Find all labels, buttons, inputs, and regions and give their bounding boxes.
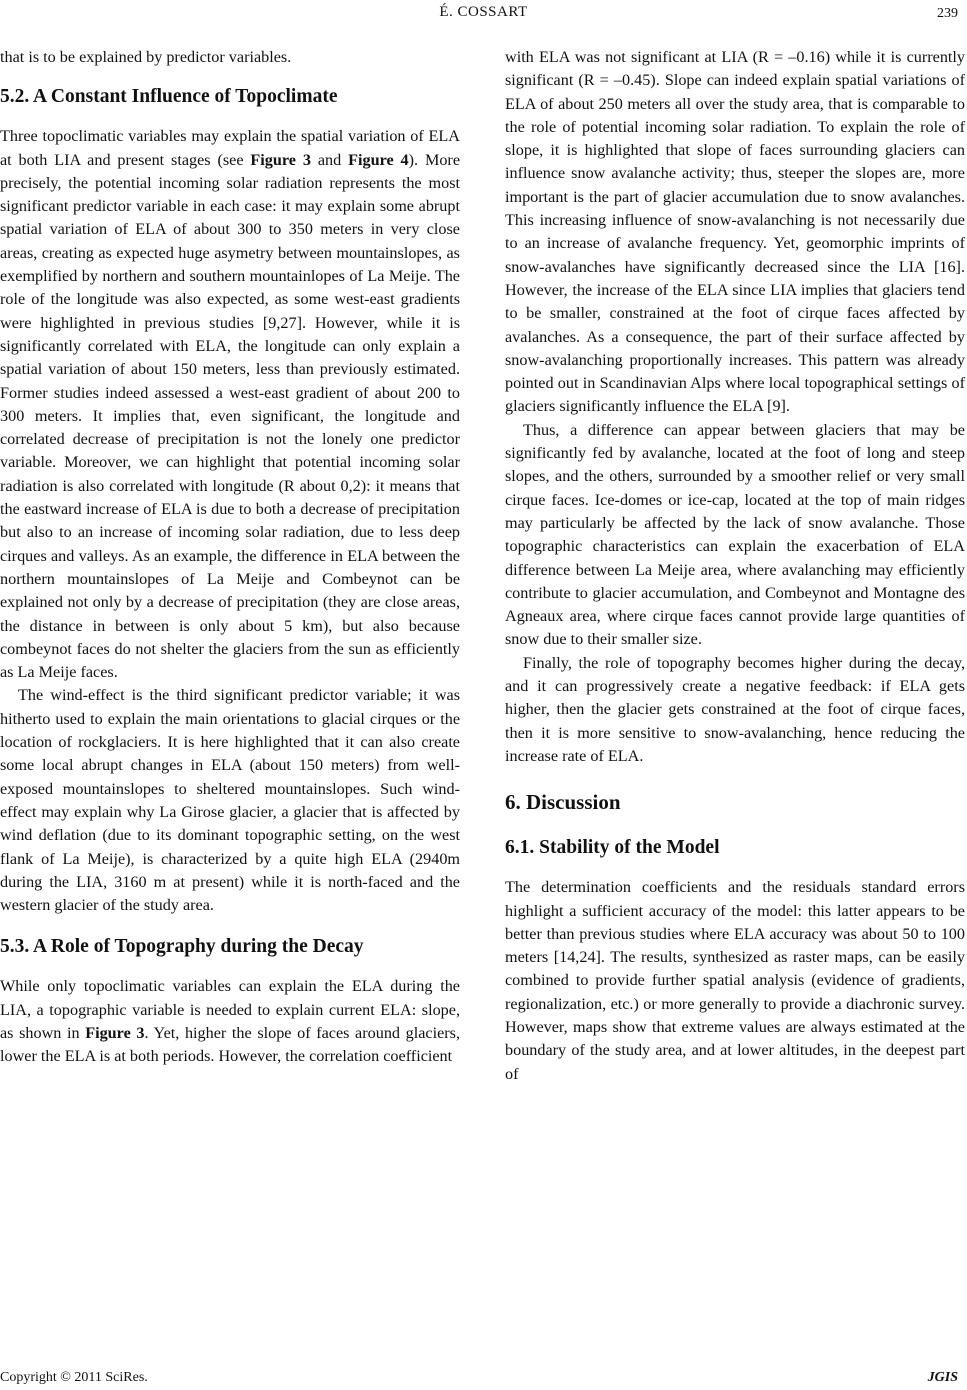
paragraph-text: ). More precisely, the potential incoming solar radiation represents the most significant predictor variable in each case: it may explain some abrupt spatial variation of ELA of about 300 to 350 meters in very close areas, creating as expected huge asymetry between mountainslopes, as exemplified by northern and southern mountainlopes of La Meije. The role of the longitude was also expected, as some west-east gradients were highlighted in previous studies [9,27]. However, while it is significantly correlated with ELA, the longitude can only explain a spatial variation of about 150 meters, less than previously estimated. Former studies indeed assessed a west-east gradient of about 200 to 300 meters. It implies that, even significant, the longitude and correlated decrease of precipitation is not the lonely one predictor variable. Moreover, we can highlight that potential incoming solar radiation is also correlated with longitude (R about 0,2): it means that the eastward increase of ELA is due to both a decrease of precipitation but also to an increase of incoming solar radiation, due to less deep cirques and valleys. As an example, the difference in ELA between the northern mountainslopes of La Meije and Combeynot can be explained not only by a decrease of precipitation (they are close areas, the distance in between is only about 5 km), but also because combeynot faces do not shelter the glaciers from the sun as efficiently as La Meije faces. [0, 150, 461, 682]
page-number: 239 [937, 6, 958, 21]
figure-reference[interactable]: Figure 3 [250, 150, 311, 169]
right-column [505, 46, 965, 1086]
paragraph: Thus, a difference can appear between glaciers that may be significantly fed by avalanche, located at the foot of long and steep slopes, and the others, surrounded by a smoother relief or very small cirque faces. Ice-domes or ice-cap, located at the top of main ridges may particularly be affected by the lack of snow avalanche. Those topographic characteristics can explain the exacerbation of ELA difference between La Meije area, where avalanching may efficiently contribute to glacier accumulation, and Combeynot and Montagne des Agneaux area, where cirque faces cannot provide large quantities of snow due to their smaller size. [505, 420, 965, 649]
section-heading-5-3: 5.3. A Role of Topography during the Decay [0, 936, 364, 958]
paragraph-text: . Yet, higher the slope of faces around glaciers, lower the ELA is at both periods. However, the correlation coefficient [0, 1023, 461, 1066]
paragraph: with ELA was not significant at LIA (R = –0.16) while it is currently significant (R = –0.45). Slope can indeed explain spatial variations of ELA of about 250 meters all over the study area, that is comparable to the role of potential incoming solar radiation. To explain the role of slope, it is highlighted that slope of faces surrounding glaciers can influence snow avalanche activity; thus, steeper the slopes are, more important is the part of glacier accumulation due to snow avalanches. This increasing influence of snow-avalanching is not necessarily due to an increase of avalanche frequency. Yet, geomorphic imprints of snow-avalanches have significantly decreased since the LIA [16]. However, the increase of the ELA since LIA implies that glaciers tend to be smaller, constrained at the foot of cirque faces affected by avalanches. As a consequence, the part of their surface affected by snow-avalanching proportionally increases. This pattern was already pointed out in Scandinavian Alps where local topographical settings of glaciers significantly influence the ELA [9]. [505, 48, 965, 416]
figure-reference[interactable]: Figure 4 [348, 150, 409, 169]
paragraph: that is to be explained by predictor variables. [0, 48, 292, 66]
footer-journal: JGIS [927, 1370, 958, 1385]
paragraph [0, 975, 460, 1068]
figure-reference[interactable]: Figure 3 [85, 1023, 145, 1042]
paragraph: The wind-effect is the third significant predictor variable; it was hitherto used to explain the main orientations to glacial cirques or the location of rockglaciers. It is here highlighted that it can also create some local abrupt changes in ELA (about 150 meters) from well-exposed mountainslopes to sheltered mountainslopes. Such wind-effect may explain why La Girose glacier, a glacier that is affected by wind deflation (due to its dominant topographic setting, on the west flank of La Meije), is characterized by a quite high ELA (2940m during the LIA, 3160 m at present) while it is north-faced and the western glacier of the study area. [0, 686, 460, 915]
running-header-author: É. COSSART [439, 4, 528, 20]
paragraph-text: While only topoclimatic variables can explain the ELA during the LIA, a topographic variable is needed to explain current ELA: slope, as shown in [0, 977, 460, 1042]
section-heading-5-2: 5.2. A Constant Influence of Topoclimate [0, 86, 338, 108]
section-heading-6: 6. Discussion [505, 790, 621, 815]
paragraph-text: Three topoclimatic variables may explain the spatial variation of ELA at both LIA and present stages (see [0, 127, 460, 169]
paragraph [0, 125, 460, 684]
paragraph: The determination coefficients and the residuals standard errors highlight a sufficient accuracy of the model: this latter appears to be better than previous studies where ELA accuracy was about 50 to 100 meters [14,24]. The results, synthesized as raster maps, can be easily combined to provide further spatial analysis (evidence of gradients, regionalization, etc.) or more generally to provide a diachronic survey. However, maps show that extreme values are always estimated at the boundary of the study area, and at lower altitudes, in the deepest part of [505, 878, 965, 1083]
section-heading-6-1: 6.1. Stability of the Model [505, 837, 720, 859]
paragraph: Finally, the role of topography becomes higher during the decay, and it can progressively create a negative feedback: if ELA gets higher, then the glacier gets constrained at the foot of cirque faces, then it is more sensitive to snow-avalanching, hence reducing the increase rate of ELA. [505, 653, 965, 765]
paragraph-text: and [310, 150, 349, 169]
left-column [0, 46, 460, 1069]
footer-copyright: Copyright © 2011 SciRes. [0, 1370, 148, 1385]
